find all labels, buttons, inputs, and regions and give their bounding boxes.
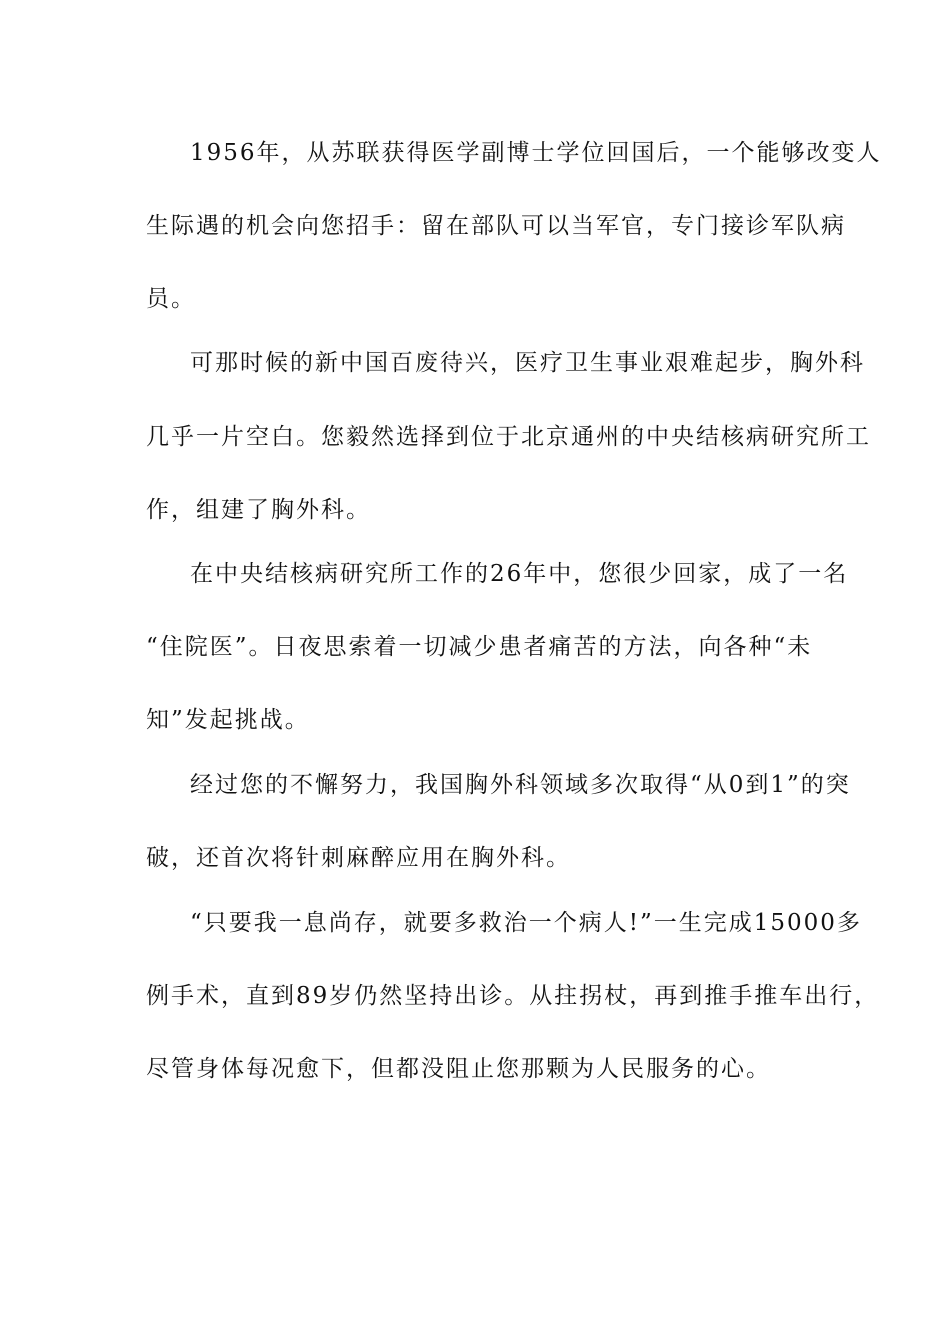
paragraph-3-line-3: 知”发起挑战。 <box>146 707 310 733</box>
paragraph-4-line-1: 经过您的不懈努力，我国胸外科领域多次取得“从0到1”的突 <box>190 772 851 798</box>
paragraph-1-line-3: 员。 <box>146 286 196 312</box>
paragraph-5-line-1: “只要我一息尚存，就要多救治一个病人!”一生完成15000多 <box>190 910 862 936</box>
paragraph-3-line-1: 在中央结核病研究所工作的26年中，您很少回家，成了一名 <box>190 561 849 587</box>
paragraph-4-line-2: 破，还首次将针刺麻醉应用在胸外科。 <box>146 845 571 871</box>
paragraph-5-line-2: 例手术，直到89岁仍然坚持出诊。从拄拐杖，再到推手推车出行， <box>146 983 880 1009</box>
paragraph-2-line-3: 作，组建了胸外科。 <box>146 497 371 523</box>
paragraph-3-line-2: “住院医”。日夜思索着一切减少患者痛苦的方法，向各种“未 <box>146 634 813 660</box>
paragraph-1-line-1: 1956年，从苏联获得医学副博士学位回国后，一个能够改变人 <box>190 140 882 166</box>
paragraph-5-line-3: 尽管身体每况愈下，但都没阻止您那颗为人民服务的心。 <box>146 1056 771 1082</box>
paragraph-1-line-2: 生际遇的机会向您招手：留在部队可以当军官，专门接诊军队病 <box>146 213 846 239</box>
paragraph-2-line-1: 可那时候的新中国百废待兴，医疗卫生事业艰难起步，胸外科 <box>190 350 865 376</box>
paragraph-2-line-2: 几乎一片空白。您毅然选择到位于北京通州的中央结核病研究所工 <box>146 424 871 450</box>
